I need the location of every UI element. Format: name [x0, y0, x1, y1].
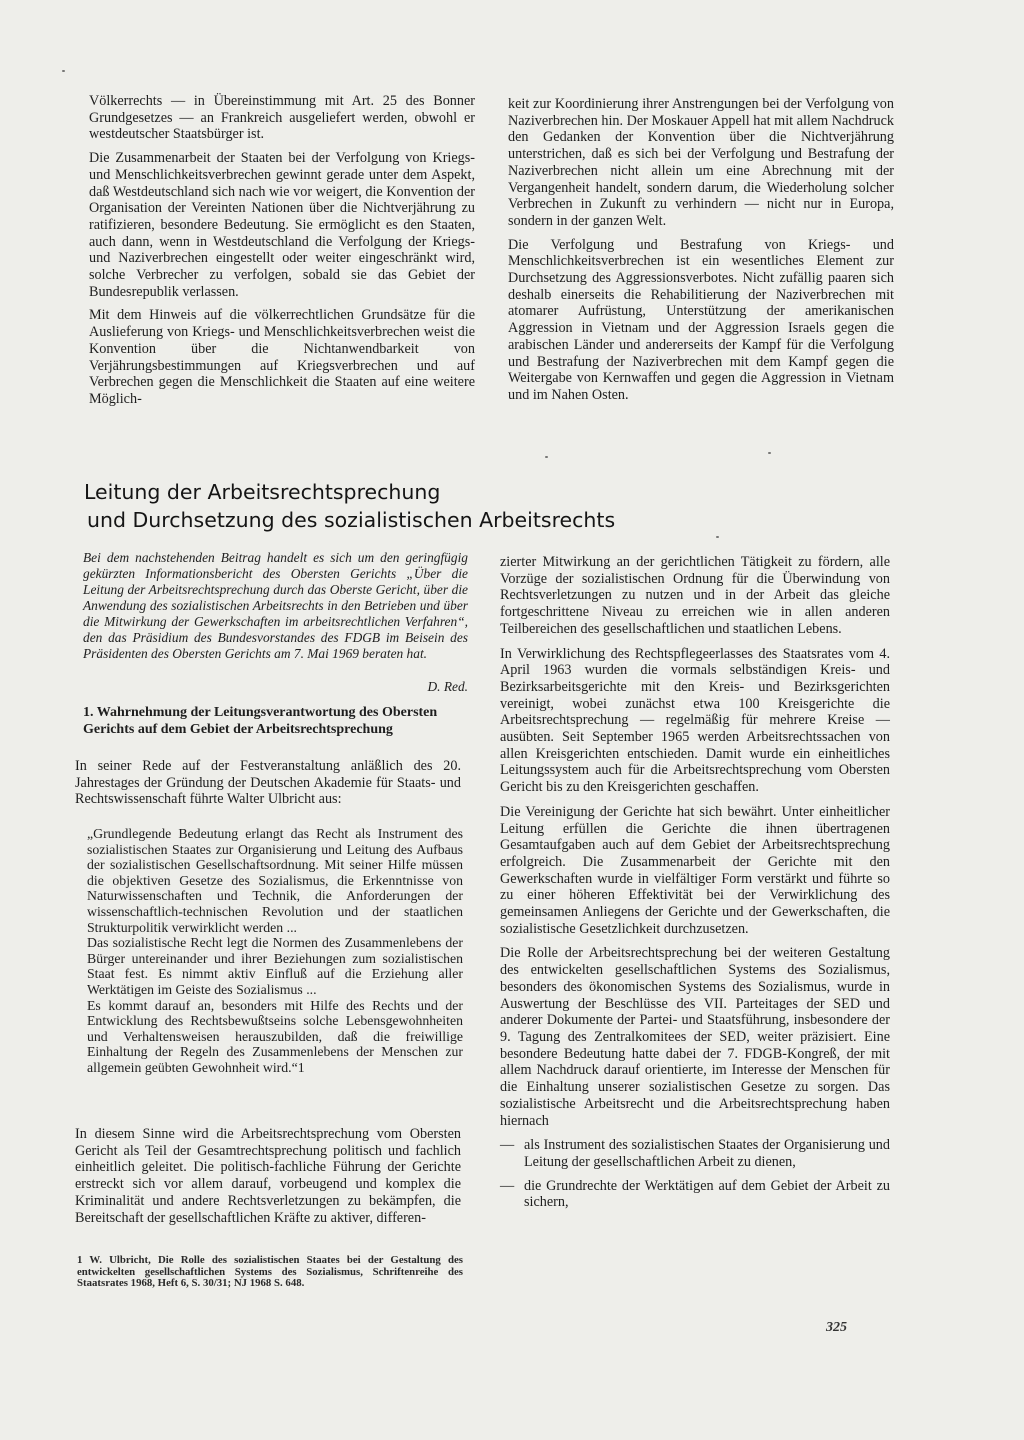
right-body-column	[500, 554, 890, 1218]
dash-bullet: —	[500, 1177, 515, 1194]
paragraph: In Verwirklichung des Rechtspflegeerlasses des Staatsrates vom 4. April 1963 wurden die vormals selbständigen Kreis- und Bezirksarbeitsgerichte mit den Kreis- und Bezirksgerichten vereinigt, wobei zunächst etwa 100 Kreisgerichte die Arbeitsrechtsprechung — regelmäßig für mehrere Kreise — ausübten. Seit September 1965 werden Arbeitsrechtssachen von allen Kreisgerichten entschieden. Damit wurde ein einheitliches Leitungssystem auch für die Arbeitsrechtsprechung vom Obersten Gericht bis zu den Kreisgerichten geschaffen.	[500, 645, 890, 796]
dash-item-text: als Instrument des sozialistischen Staates der Organisierung und Leitung der gesellschaftlichen Arbeit zu dienen,	[524, 1137, 890, 1170]
paragraph: zierter Mitwirkung an der gerichtlichen Tätigkeit zu fördern, alle Vorzüge der sozialistischen Ordnung für die Überwindung von Rechtsverletzungen zu nutzen und in der Arbeit das gleiche fortgeschrittene Niveau zu erreichen wie in allen anderen Teilbereichen des gesellschaftlichen und staatlichen Lebens.	[500, 554, 890, 637]
left-body-tail	[75, 1126, 461, 1226]
scan-speck	[545, 456, 548, 458]
quote-paragraph: „Grundlegende Bedeutung erlangt das Recht als Instrument des sozialistischen Staates zur Organisierung und Leitung des Aufbaus der sozialistischen Gesellschaftsordnung. Mit seiner Hilfe müssen die objektiven Gesetze des Sozialismus, die Erkenntnisse von Naturwissenschaften und Technik, die Anforderungen der wissenschaftlich-technischen Revolution und der staatlichen Strukturpolitik verwirklicht werden ...	[87, 826, 463, 935]
dash-item-text: die Grundrechte der Werktätigen auf dem Gebiet der Arbeit zu sichern,	[524, 1177, 890, 1211]
quote-paragraph: Das sozialistische Recht legt die Normen des Zusammenlebens der Bürger untereinander und ihrer Beziehungen zum sozialistischen Staat fest. Es nimmt aktiv Einfluß auf die Erziehung aller Werktätigen im Geiste des Sozialismus ...	[87, 935, 463, 997]
paragraph: Die Vereinigung der Gerichte hat sich bewährt. Unter einheitlicher Leitung erfüllen die Gerichte die ihnen übertragenen Gesamtaufgaben auch auf dem Gebiet der Arbeitsrechtsprechung erfolgreich. Die Zusammenarbeit der Gerichte mit den Gewerkschaften wurde in vielfältiger Form verstärkt und führte so zu einer höheren Effektivität bei der Verwirklichung des gemeinsamen Anliegens der Gerichte und der Gewerkschaften, die sozialistische Gesetzlichkeit durchzusetzen.	[500, 803, 890, 937]
top-left-column	[89, 93, 475, 408]
editorial-signature: D. Red.	[427, 679, 468, 694]
dash-list-item	[500, 1137, 890, 1170]
scan-speck	[716, 536, 719, 538]
paragraph: Mit dem Hinweis auf die völkerrechtlichen Grundsätze für die Auslieferung von Kriegs- und Menschlichkeitsverbrechen weist die Konvention über die Nichtanwendbarkeit von Verjährungsbestimmungen auf Kriegsverbrechen und auf Verbrechen gegen die Menschlichkeit die Staaten auf eine weitere Möglich-	[89, 307, 475, 407]
paragraph: keit zur Koordinierung ihrer Anstrengungen bei der Verfolgung von Naziverbrechen hin. Der Moskauer Appell hat mit allem Nachdruck den Gedanken der Konvention über die Nichtverjährung unterstrichen, daß es sich bei der Verfolgung und Bestrafung der Naziverbrechen nicht allein um eine Abrechnung mit der Vergangenheit handelt, sondern darum, die Wiederholung solcher Verbrechen in Zukunft zu verhindern — nicht nur in Europa, sondern in der ganzen Welt.	[508, 96, 894, 229]
paragraph: Die Rolle der Arbeitsrechtsprechung bei der weiteren Gestaltung des entwickelten gesellschaftlichen Systems des Sozialismus, besonders des ökonomischen Systems des Sozialismus, wurde in Auswertung der Beschlüsse des VII. Parteitages der SED und anderer Dokumente der Partei- und Staatsführung, insbesondere der 9. Tagung des Zentralkomitees der SED, weiter präzisiert. Eine besondere Bedeutung hatte dabei der 7. FDGB-Kongreß, der mit allem Nachdruck darauf orientierte, im Interesse der Menschen für die Einhaltung unserer sozialistischen Gesetze zu sorgen. Das sozialistische Arbeitsrecht und die Arbeitsrechtsprechung haben hiernach	[500, 945, 890, 1129]
headline-line-1: Leitung der Arbeitsrechtsprechung	[84, 480, 441, 504]
paragraph: In diesem Sinne wird die Arbeitsrechtsprechung vom Obersten Gericht als Teil der Gesamtrechtsprechung politisch und fachlich einheitlich geleitet. Die politisch-fachliche Führung der Gerichte erstreckt sich vor allem darauf, vorbeugend und komplex die Kriminalität und andere Rechtsverletzungen zu bekämpfen, die Bereitschaft der gesellschaftlichen Kräfte zu aktiver, differen-	[75, 1126, 461, 1226]
ulbricht-quote	[87, 826, 463, 1076]
scan-speck	[62, 70, 65, 72]
article-headline	[84, 478, 644, 534]
page-number: 325	[826, 1320, 847, 1335]
dash-bullet: —	[500, 1137, 515, 1154]
footnote: 1 W. Ulbricht, Die Rolle des sozialistischen Staates bei der Gestaltung des entwickelten gesellschaftlichen Systems des Sozialismus, Schriftenreihe des Staatsrates 1968, Heft 6, S. 30/31; NJ 1968 S. 648.	[77, 1254, 463, 1290]
scan-speck	[768, 452, 771, 454]
paragraph: In seiner Rede auf der Festveranstaltung anläßlich des 20. Jahrestages der Gründung der Deutschen Akademie für Staats- und Rechtswissenschaft führte Walter Ulbricht aus:	[75, 758, 461, 808]
dash-list-item	[500, 1178, 890, 1211]
paragraph: Die Zusammenarbeit der Staaten bei der Verfolgung von Kriegs- und Menschlichkeitsverbrechen gewinnt gerade unter dem Aspekt, daß Westdeutschland sich nach wie vor weigert, die Konvention der Organisation der Vereinten Nationen über die Nichtverjährung zu ratifizieren, besondere Bedeutung. Sie ermöglicht es den Staaten, auch dann, wenn in Westdeutschland die Verfolgung der Kriegs- und Naziverbrechen eingestellt oder weiter eingeschränkt wird, solche Verbrecher zu verfolgen, sobald sie das Gebiet der Bundesrepublik verlassen.	[89, 150, 475, 300]
headline-line-2: und Durchsetzung des sozialistischen Arbeitsrechts	[87, 508, 616, 532]
section-heading: 1. Wahrnehmung der Leitungsverantwortung des Obersten Gerichts auf dem Gebiet der Arbeitsrechtsprechung	[83, 705, 438, 737]
paragraph: Völkerrechts — in Übereinstimmung mit Art. 25 des Bonner Grundgesetzes — an Frankreich ausgeliefert werden, obwohl er westdeutscher Staatsbürger ist.	[89, 93, 475, 143]
left-body-intro	[75, 758, 461, 808]
paragraph: Die Verfolgung und Bestrafung von Kriegs- und Menschlichkeitsverbrechen ist ein wesentliches Element zur Durchsetzung des Aggressionsverbotes. Nicht zufällig paaren sich deshalb einerseits die Rehabilitierung der Naziverbrechen mit atomarer Aufrüstung, Unterstützung der amerikanischen Aggression in Vietnam und der Aggression Israels gegen die arabischen Länder und andererseits der Kampf für die Verfolgung und Bestrafung der Naziverbrechen mit dem Kampf gegen die Weitergabe von Kernwaffen und gegen die Aggression in Vietnam und im Nahen Osten.	[508, 236, 894, 403]
top-right-column	[508, 96, 894, 404]
editorial-lead: Bei dem nachstehenden Beitrag handelt es sich um den geringfügig gekürzten Informationsbericht des Obersten Gerichts „Über die Leitung der Arbeitsrechtsprechung durch das Oberste Gericht, über die Anwendung des sozialistischen Arbeitsrechts in den Betrieben und über die Mitwirkung der Gewerkschaften im arbeitsrechtlichen Verfahren“, den das Präsidium des Bundesvorstandes des FDGB im Beisein des Präsidenten des Obersten Gerichts am 7. Mai 1969 beraten hat.	[83, 550, 468, 661]
quote-paragraph: Es kommt darauf an, besonders mit Hilfe des Rechts und der Entwicklung des Rechtsbewußtseins solche Lebensgewohnheiten und Verhaltensweisen herauszubilden, daß die freiwillige Einhaltung der Regeln des Zusammenlebens der Menschen zur allgemein geübten Gewohnheit wird.“1	[87, 997, 463, 1075]
